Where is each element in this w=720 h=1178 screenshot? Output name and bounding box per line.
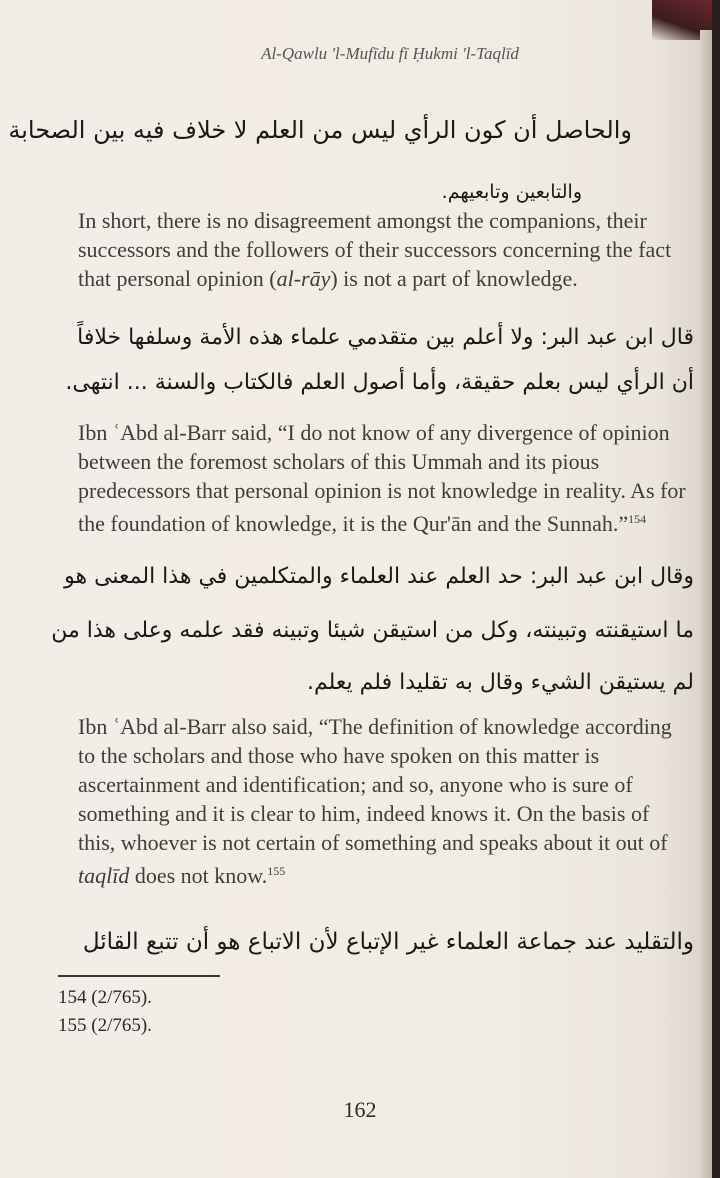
footnote-divider bbox=[58, 975, 220, 977]
paragraph-text: Ibn ʿAbd al-Barr also said, “The definition of knowledge according to the scholars and those who have spoken on this matter is ascertainment and identification; and so, anyone who is sure of something and it is clear to him, indeed knows it. On the basis of this, whoever is not certain of something and speaks about it out of bbox=[78, 714, 672, 855]
arabic-line: والتابعين وتابعيهم. bbox=[441, 181, 582, 203]
english-paragraph bbox=[78, 206, 690, 293]
transliteration: taqlīd bbox=[78, 863, 130, 888]
page-number: 162 bbox=[343, 1097, 377, 1122]
arabic-line: ما استيقنته وتبينته، وكل من استيقن شيئا وتبينه فقد علمه وعلى هذا من bbox=[51, 618, 694, 643]
english-paragraph bbox=[78, 418, 690, 538]
paragraph-text: ) is not a part of knowledge. bbox=[330, 266, 578, 291]
arabic-line: والتقليد عند جماعة العلماء غير الإتباع لأن الاتباع هو أن تتبع القائل bbox=[82, 929, 694, 955]
footnote-ref[interactable]: 155 bbox=[267, 864, 286, 878]
running-header: Al-Qawlu 'l-Mufīdu fī Ḥukmi 'l-Taqlīd bbox=[261, 44, 519, 63]
footnote-ref[interactable]: 154 bbox=[628, 512, 647, 526]
arabic-line: والحاصل أن كون الرأي ليس من العلم لا خلاف فيه بين الصحابة bbox=[8, 116, 632, 144]
transliteration: al-rāy bbox=[276, 266, 331, 291]
arabic-line: وقال ابن عبد البر: حد العلم عند العلماء والمتكلمين في هذا المعنى هو bbox=[64, 564, 694, 589]
english-paragraph bbox=[78, 712, 690, 890]
page-edge bbox=[700, 30, 712, 1178]
paragraph-text: In short, there is no disagreement amongst the companions, their successors and the followers of their successors concerning the fact that personal opinion ( bbox=[78, 208, 672, 291]
footnote: 154 (2/765). bbox=[58, 987, 152, 1008]
paragraph-text: Ibn ʿAbd al-Barr said, “I do not know of any divergence of opinion between the foremost scholars of this Ummah and its pious predecessors that personal opinion is not knowledge in reality. As for the foundation of knowledge, it is the Qur'ān and the Sunnah.” bbox=[78, 420, 686, 536]
arabic-line: أن الرأي ليس بعلم حقيقة، وأما أصول العلم فالكتاب والسنة ... انتهى. bbox=[65, 370, 694, 395]
paragraph-text: does not know. bbox=[129, 863, 268, 888]
arabic-line: لم يستيقن الشيء وقال به تقليدا فلم يعلم. bbox=[307, 670, 694, 695]
footnote: 155 (2/765). bbox=[58, 1015, 152, 1036]
arabic-line: قال ابن عبد البر: ولا أعلم بين متقدمي علماء هذه الأمة وسلفها خلافاً bbox=[77, 325, 694, 350]
